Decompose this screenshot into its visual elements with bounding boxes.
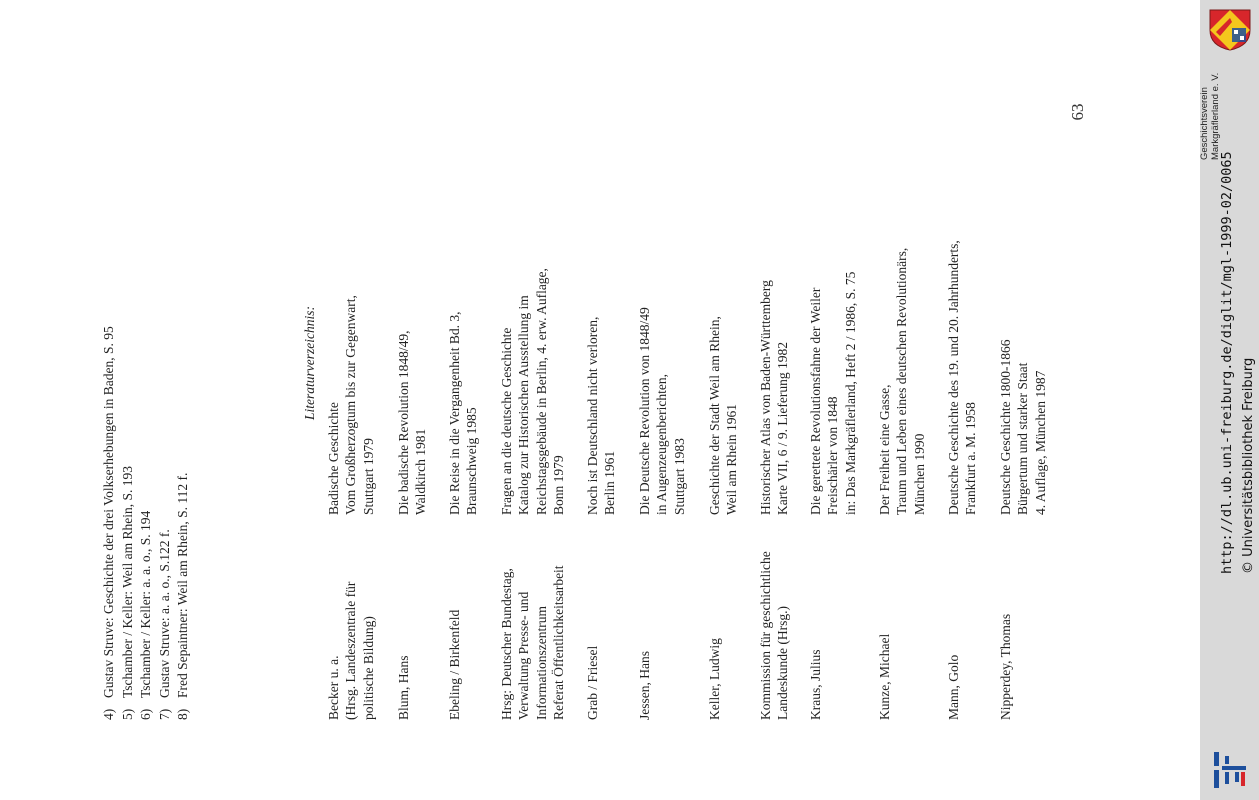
entry-work: Geschichte der Stadt Weil am Rhein, Weil am Rhein 1961 xyxy=(706,316,739,515)
university-library-logo-icon xyxy=(1208,748,1252,792)
footnote: 8)Fred Sepaintner: Weil am Rhein, S. 112 f. xyxy=(175,472,190,720)
entry-author: Kraus, Julius xyxy=(807,649,823,720)
entry-author: Nipperdey, Thomas xyxy=(997,613,1013,720)
entry-work: Die Deutsche Revolution von 1848/49 in Augenzeugenberichten, Stuttgart 1983 xyxy=(636,307,687,515)
footnote: 6)Tschamber / Keller: a. a. o., S. 194 xyxy=(138,510,153,720)
entry-author: Blum, Hans xyxy=(395,655,411,720)
entry-author: Jessen, Hans xyxy=(636,651,652,720)
entry-author: Kunze, Michael xyxy=(876,633,892,720)
footnote: 4)Gustav Struve: Geschichte der drei Volkserhebungen in Baden, S. 95 xyxy=(101,326,116,720)
literature-entry xyxy=(636,200,706,720)
url-citation xyxy=(1216,151,1259,574)
permalink[interactable]: http://dl.ub.uni-freiburg.de/diglit/mgl-1999-02/0065 xyxy=(1219,151,1235,574)
literature-list xyxy=(325,200,1057,720)
literature-entry xyxy=(706,200,757,720)
literature-entry xyxy=(876,200,945,720)
entry-author: Ebeling / Birkenfeld xyxy=(446,609,462,720)
entry-author: Grab / Friesel xyxy=(584,645,600,720)
footnote: 5)Tschamber / Keller: Weil am Rhein, S. 193 xyxy=(119,465,135,720)
literature-entry xyxy=(807,200,876,720)
entry-work: Die gerettete Revolutionsfahne der Weiler Freischärler von 1848 in: Das Markgräflerland, Heft 2 / 1986, S. 75 xyxy=(807,271,858,515)
literature-entry xyxy=(997,200,1057,720)
entry-author: Mann, Golo xyxy=(945,654,961,720)
entry-work: Fragen an die deutsche Geschichte Katalog zur Historischen Ausstellung im Reichstagsgebäude in Berlin, 4. erw. Auflage, Bonn 1979 xyxy=(498,268,566,515)
literature-entry xyxy=(395,200,446,720)
literature-heading: Literaturverzeichnis: xyxy=(301,306,317,420)
literature-entry xyxy=(325,200,395,720)
page-text-rotated xyxy=(100,200,1100,720)
entry-work: Historischer Atlas von Baden-Württemberg Karte VII, 6 / 9. Lieferung 1982 xyxy=(757,280,790,515)
entry-work: Noch ist Deutschland nicht verloren, Berlin 1961 xyxy=(584,316,617,515)
entry-work: Der Freiheit eine Gasse, Traum und Leben eines deutschen Revolutionärs, München 1990 xyxy=(876,247,927,515)
literature-entry xyxy=(584,200,636,720)
page-number: 63 xyxy=(1068,103,1087,121)
entry-work: Die badische Revolution 1848/49, Waldkirch 1981 xyxy=(395,330,428,515)
copyright-notice: © Universitätsbibliothek Freiburg xyxy=(1241,357,1256,574)
entry-author: Hrsg: Deutscher Bundestag, Verwaltung Presse- und Informationszentrum Referat Öffentlichkeitsarbeit xyxy=(498,565,566,720)
society-label: Geschichtsverein Markgräflerland e. V. xyxy=(1199,72,1221,160)
literature-entry xyxy=(498,200,584,720)
entry-author: Becker u. a. (Hrsg. Landeszentrale für politische Bildung) xyxy=(325,581,376,720)
entry-work: Badische Geschichte Vom Großherzogtum bis zur Gegenwart, Stuttgart 1979 xyxy=(325,295,376,515)
entry-work: Deutsche Geschichte des 19. und 20. Jahrhunderts, Frankfurt a. M. 1958 xyxy=(945,240,978,515)
literature-entry xyxy=(757,200,807,720)
literature-entry xyxy=(945,200,997,720)
entry-work: Die Reise in die Vergangenheit Bd. 3, Braunschweig 1985 xyxy=(446,311,479,515)
entry-author: Keller, Ludwig xyxy=(706,638,722,720)
entry-author: Kommission für geschichtliche Landeskunde (Hrsg.) xyxy=(757,551,790,720)
literature-entry xyxy=(446,200,498,720)
coat-of-arms-icon xyxy=(1206,8,1254,52)
footnote: 7)Gustav Struve: a. a. o., S.122 f. xyxy=(156,529,172,720)
footnotes xyxy=(100,200,193,720)
entry-work: Deutsche Geschichte 1800-1866 Bürgertum und starker Staat 4. Auflage, München 1987 xyxy=(997,339,1048,515)
